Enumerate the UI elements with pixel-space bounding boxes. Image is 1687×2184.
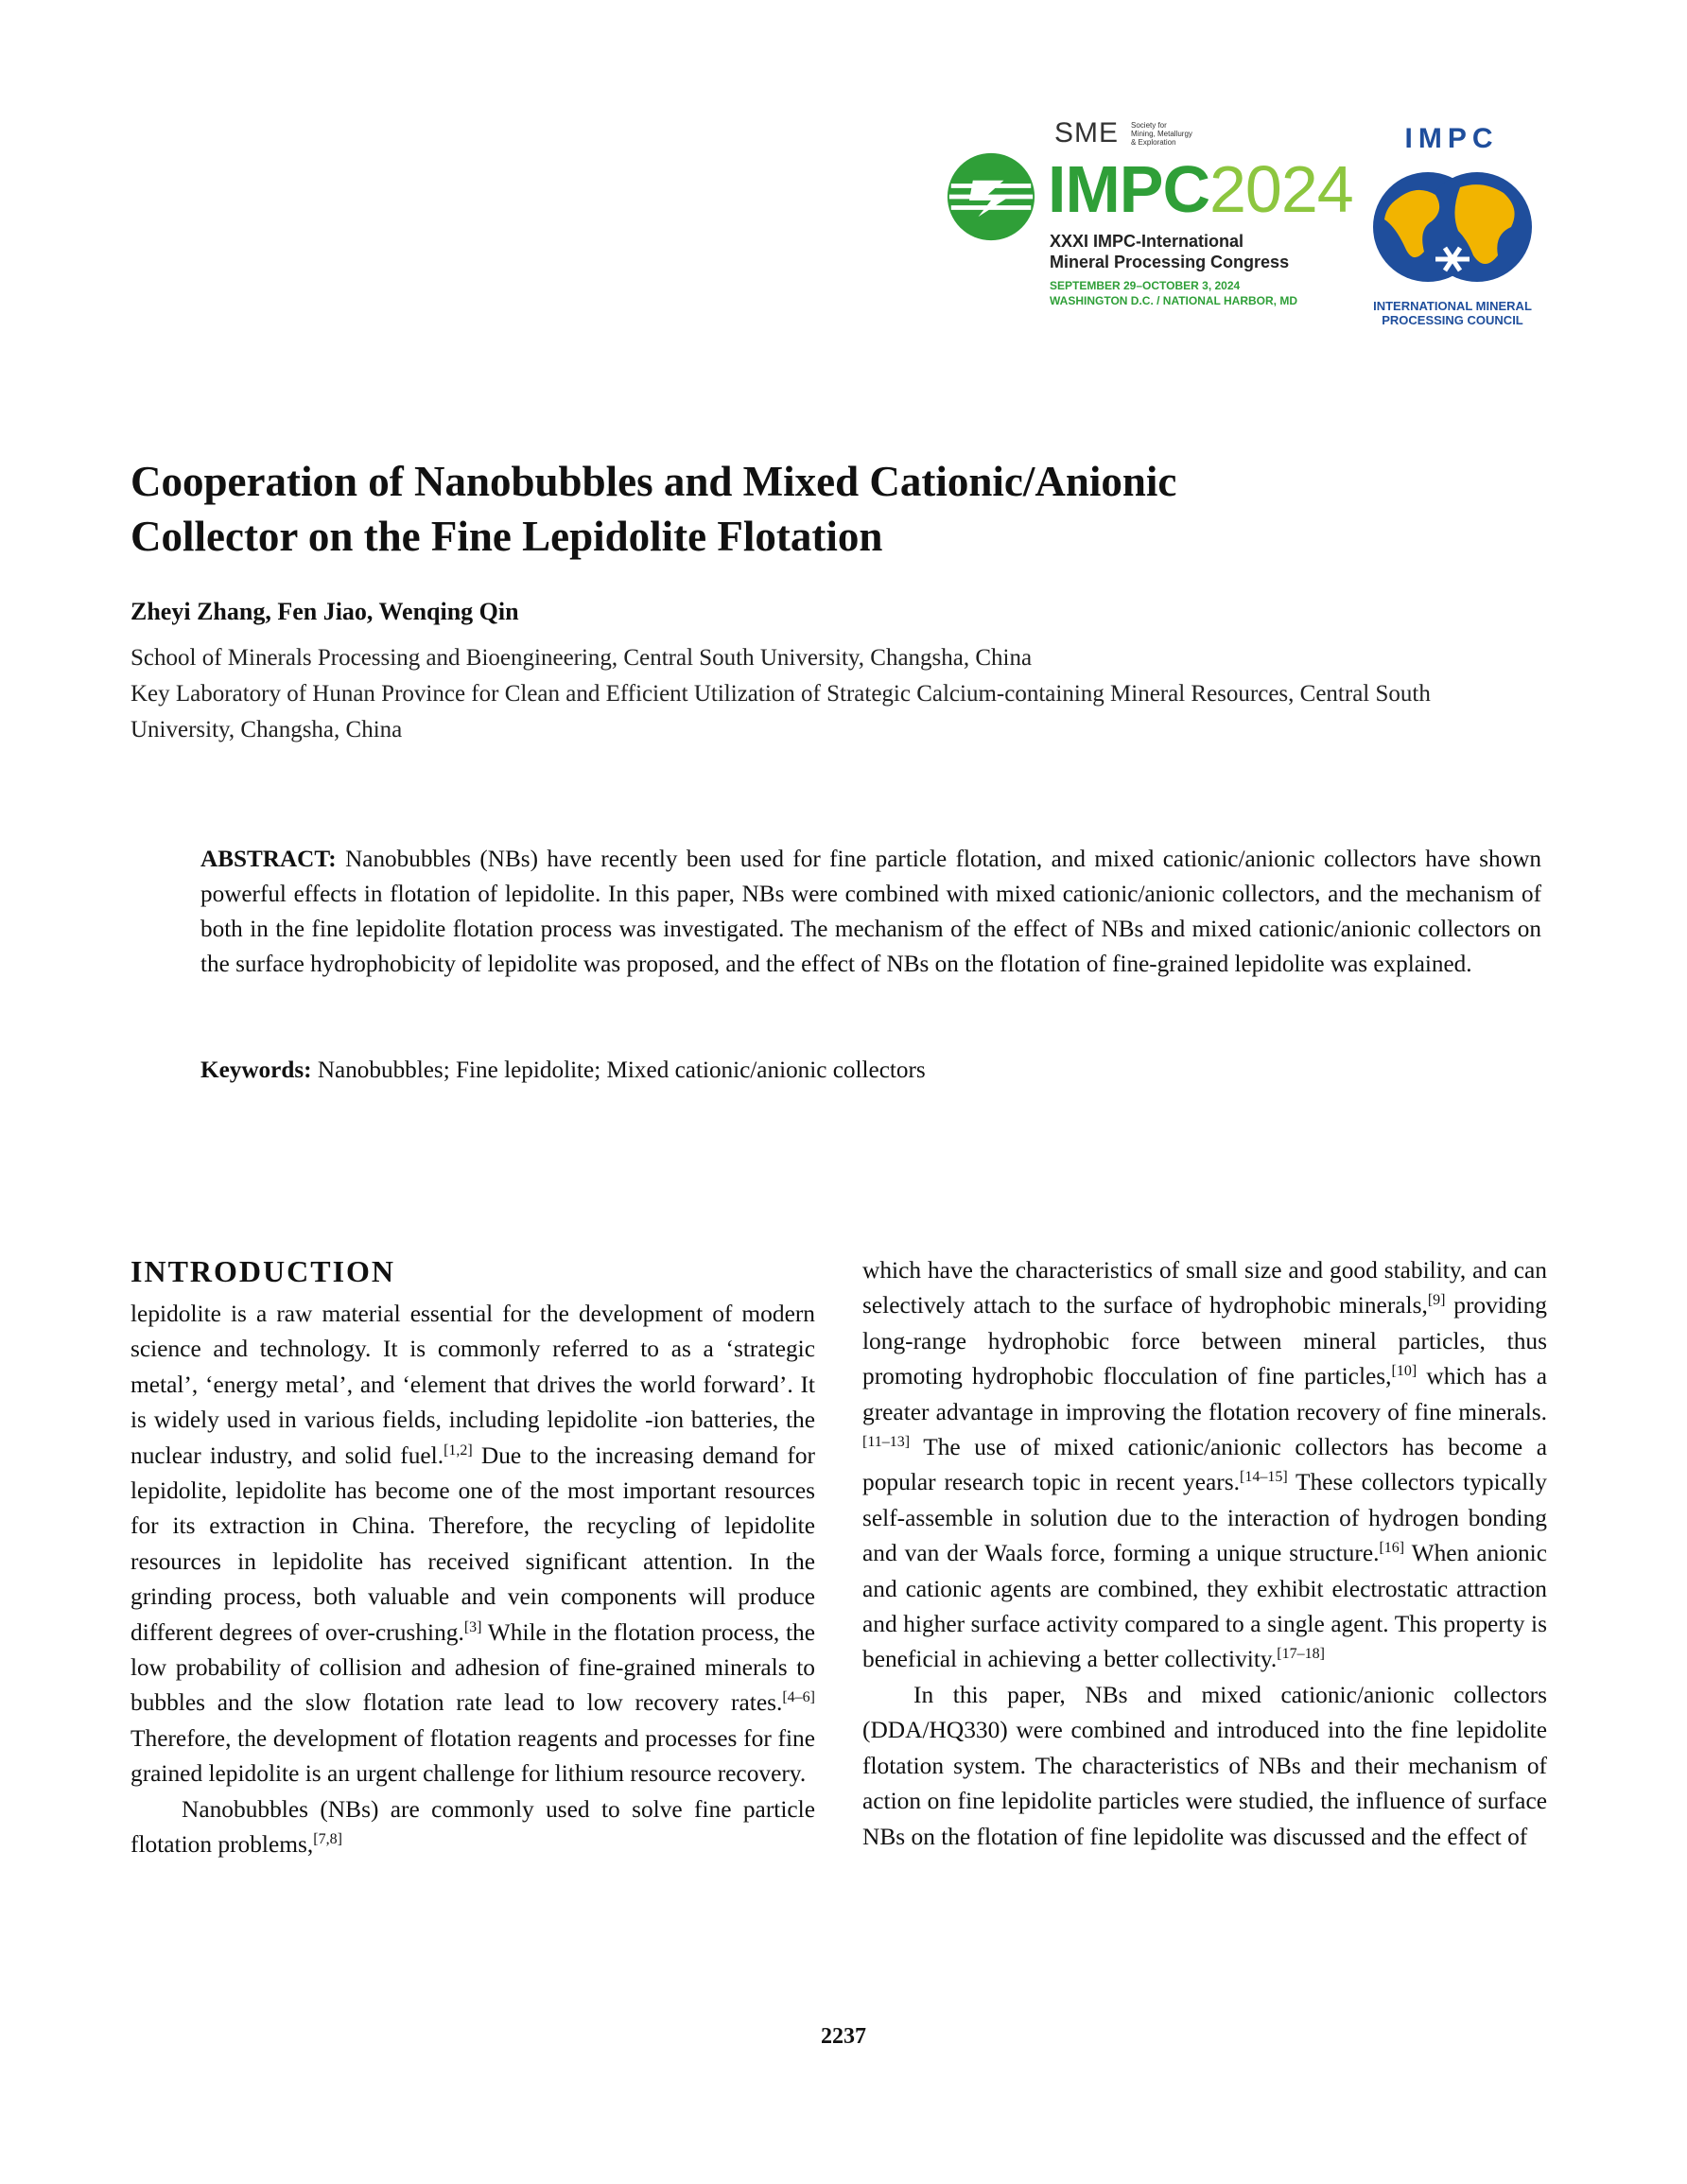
page-number: 2237	[821, 2024, 866, 2049]
citation: [11–13]	[862, 1434, 911, 1451]
paragraph-2-start: Nanobubbles (NBs) are commonly used to solve fine particle flotation problems,[7,8]	[130, 1795, 815, 1859]
keywords-label: Keywords:	[200, 1057, 312, 1083]
keywords	[200, 1053, 1541, 1088]
impc-green-globe-icon	[946, 151, 1036, 242]
citation: [3]	[463, 1618, 482, 1635]
paragraph-3: In this paper, NBs and mixed cationic/anionic collectors (DDA/HQ330) were combined and introduced into the fine lepidolite flotation system. The characteristics of NBs and their mechanism of action on fine lepidolite particles were studied, the influence of surface NBs on the flotation of fine lepidolite was discussed and the effect of	[862, 1681, 1547, 1850]
paper-title: Cooperation of Nanobubbles and Mixed Cationic/Anionic Collector on the Fine Lepidolite Flotation	[130, 458, 1177, 560]
abstract-text: Nanobubbles (NBs) have recently been used for fine particle flotation, and mixed cationic/anionic collectors have shown powerful effects in flotation of lepidolite. In this paper, NBs were combined with mixed cationic/anionic collectors, and the mechanism of both in the fine lepidolite flotation process was investigated. The mechanism of the effect of NBs and mixed cationic/anionic collectors on the surface hydrophobicity of lepidolite was proposed, and the effect of NBs on the flotation of fine-grained lepidolite was explained.	[200, 847, 1542, 977]
citation: [16]	[1379, 1540, 1405, 1557]
affiliation-1: School of Minerals Processing and Bioengineering, Central South University, Changsha, China	[130, 645, 1033, 671]
paragraph-2-continued: which have the characteristics of small size and good stability, and can selectively attach to the surface of hydrophobic minerals,[9] providing long-range hydrophobic force between mineral particles, thus promoting hydrophobic flocculation of fine particles,[10] which has a greater advantage in improving the flotation recovery of fine minerals.[11–13] The use of mixed cationic/anionic collectors has become a popular research topic in recent years.[14–15] These collectors typically self-assemble in solution due to the interaction of hydrogen bonding and van der Waals force, forming a unique structure.[16] When anionic and cationic agents are combined, they exhibit electrostatic attraction and higher surface activity compared to a single agent. This property is beneficial in achieving a better collectivity.[17–18]	[862, 1257, 1547, 1673]
authors: Zheyi Zhang, Fen Jiao, Wenqing Qin	[130, 598, 519, 625]
abstract	[200, 842, 1541, 982]
citation: [7,8]	[313, 1831, 342, 1848]
citation: [10]	[1391, 1363, 1417, 1380]
congress-name: XXXI IMPC-International Mineral Processing Congress	[1050, 232, 1290, 271]
citation: [1,2]	[443, 1441, 473, 1459]
right-column	[862, 1253, 1547, 1855]
citation: [9]	[1427, 1292, 1446, 1309]
keywords-text: Nanobubbles; Fine lepidolite; Mixed cationic/anionic collectors	[317, 1057, 926, 1083]
header-logos	[946, 112, 1551, 329]
world-globe-icon	[1369, 161, 1536, 293]
congress-dates: SEPTEMBER 29–OCTOBER 3, 2024 WASHINGTON D.C. / NATIONAL HARBOR, MD	[1050, 279, 1297, 307]
impc2024-wordmark: IMPC2024	[1048, 152, 1353, 226]
abstract-label: ABSTRACT:	[200, 847, 337, 872]
sme-subtitle: Society for Mining, Metallurgy & Exploration	[1131, 121, 1192, 147]
citation: [14–15]	[1239, 1469, 1288, 1486]
left-column	[130, 1253, 815, 1863]
affiliation-2: Key Laboratory of Hunan Province for Clean and Efficient Utilization of Strategic Calcium-containing Mineral Resources, Central South University, Changsha, China	[130, 681, 1431, 743]
impc2024-logo	[946, 112, 1353, 329]
paragraph-1: lepidolite is a raw material essential for the development of modern science and technology. It is commonly referred to as a ‘strategic metal’, ‘energy metal’, and ‘element that drives the world forward’. It is widely used in various fields, including lepidolite -ion batteries, the nuclear industry, and solid fuel.[1,2] Due to the increasing demand for lepidolite, lepidolite has become one of the most important resources for its extraction in China. Therefore, the recycling of lepidolite resources in lepidolite has received significant attention. In the grinding process, both valuable and vein components will produce different degrees of over-crushing.[3] While in the flotation process, the low probability of collision and adhesion of fine-grained minerals to bubbles and the slow flotation rate lead to low recovery rates.[4–6] Therefore, the development of flotation reagents and processes for fine grained lepidolite is an urgent challenge for lithium resource recovery.	[130, 1301, 815, 1788]
sme-wordmark: SME	[1054, 117, 1120, 149]
section-heading-introduction: INTRODUCTION	[130, 1254, 396, 1288]
citation: [17–18]	[1277, 1646, 1325, 1663]
citation: [4–6]	[782, 1689, 815, 1706]
council-name: INTERNATIONAL MINERAL PROCESSING COUNCIL	[1373, 299, 1532, 327]
council-title: IMPC	[1404, 123, 1499, 154]
impc-council-logo	[1354, 123, 1551, 329]
